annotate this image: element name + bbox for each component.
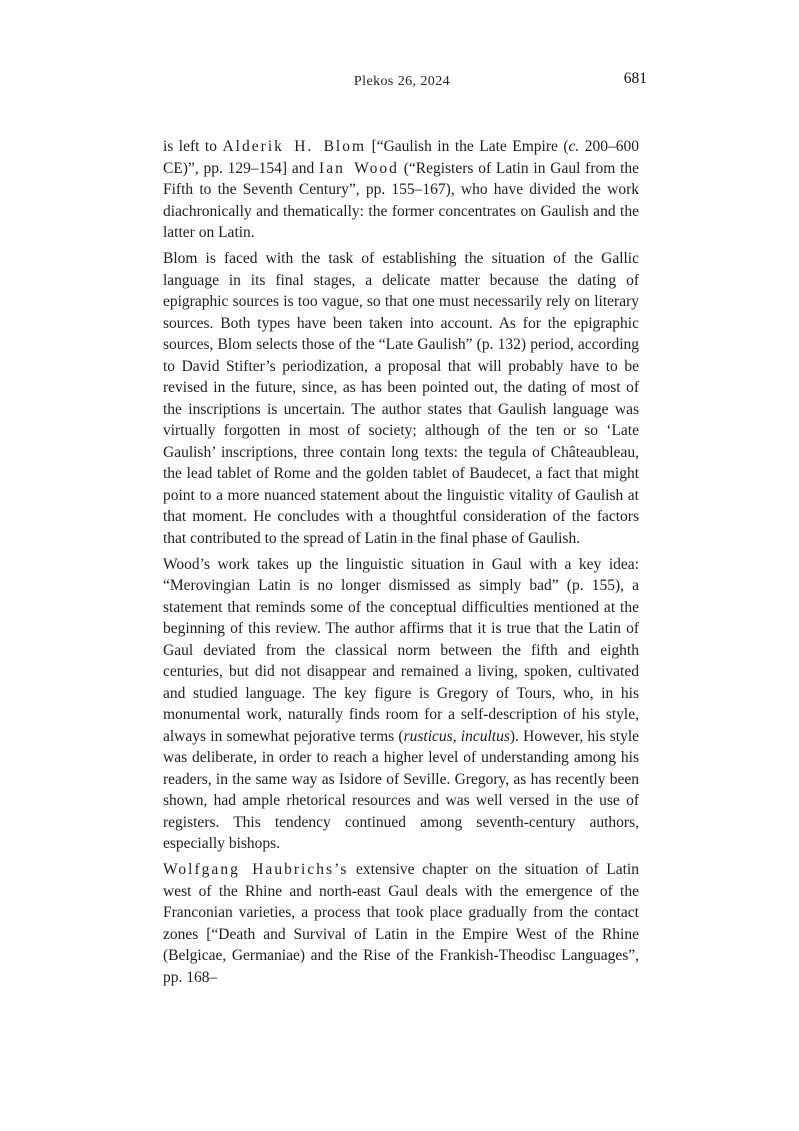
paragraph — [163, 554, 639, 855]
person-name: Ian Wood — [319, 159, 399, 177]
paragraph — [163, 859, 639, 988]
text-run: Blom is faced with the task of establishing the situation of the Gallic language in its final stages, a delicate matter because the dating of epigraphic sources is too vague, so that one must necessarily rely on literary sources. Both types have been taken into account. As for the epigraphic sources, Blom selects those of the “Late Gaulish” (p. 132) period, according to David Stifter’s periodization, a proposal that will probably have to be revised in the future, since, as has been pointed out, the dating of most of the inscriptions is uncertain. The author states that Gaulish language was virtually forgotten in most of society; although of the ten or so ‘Late Gaulish’ inscriptions, three contain long texts: the tegula of Châteaubleau, the lead tablet of Rome and the golden tablet of Baudecet, a fact that might point to a more nuanced statement about the linguistic vitality of Gaulish at that moment. He concludes with a thoughtful consideration of the factors that contributed to the spread of Latin in the final phase of Gaulish. — [163, 250, 639, 547]
person-name: Wolfgang Haubrichs’s — [163, 861, 349, 878]
text-run: Wood’s work takes up the linguistic situation in Gaul with a key idea: “Merovingian Latin is no longer dismissed as simply bad” (p. 155), a statement that reminds some of the conceptual difficulties mentioned at the beginning of this review. The author affirms that it is true that the Latin of Gaul deviated from the classical norm between the fifth and eighth centuries, but did not disappear and remained a living, spoken, cultivated and studied language. The key figure is Gregory of Tours, who, in his monumental work, naturally finds room for a self-description of his style, always in somewhat pejorative terms ( — [163, 555, 639, 745]
paragraph — [163, 136, 639, 244]
paragraph — [163, 248, 639, 549]
text-run: incultus — [460, 727, 510, 745]
text-run: rusticus — [403, 727, 453, 745]
text-run: c. — [568, 138, 580, 155]
text-run: [“Gaulish in the Late Empire ( — [366, 138, 569, 155]
journal-running-title: Plekos 26, 2024 — [353, 74, 451, 89]
text-run: (“Registers of Latin in Gaul from the Fifth to the Seventh Century”, pp. 155–167), who have divided the work diachronically and thematically: the former concentrates on Gaulish and the latter on Latin. — [163, 159, 640, 241]
page-body — [163, 136, 639, 993]
page-header — [163, 70, 647, 92]
text-run: is left to — [163, 138, 223, 155]
text-run: 200–600 CE)”, pp. 129–154] and — [163, 138, 639, 177]
page-number: 681 — [623, 70, 647, 87]
text-run: extensive chapter on the situation of Latin west of the Rhine and north-east Gaul deals with the emergence of the Franconian varieties, a process that took place gradually from the contact zones [“Death and Survival of Latin in the Empire West of the Rhine (Belgicae, Germaniae) and the Rise of the Frankish-Theodisc Languages”, pp. 168– — [163, 861, 639, 986]
person-name: Alderik H. Blom — [222, 138, 367, 155]
text-run: ). However, his style was deliberate, in order to reach a higher level of understanding among his readers, in the same way as Isidore of Seville. Gregory, as has recently been shown, had ample rhetorical resources and was well versed in the use of registers. This tendency continued among seventh-century authors, especially bishops. — [163, 727, 640, 852]
text-run: , — [452, 727, 461, 745]
